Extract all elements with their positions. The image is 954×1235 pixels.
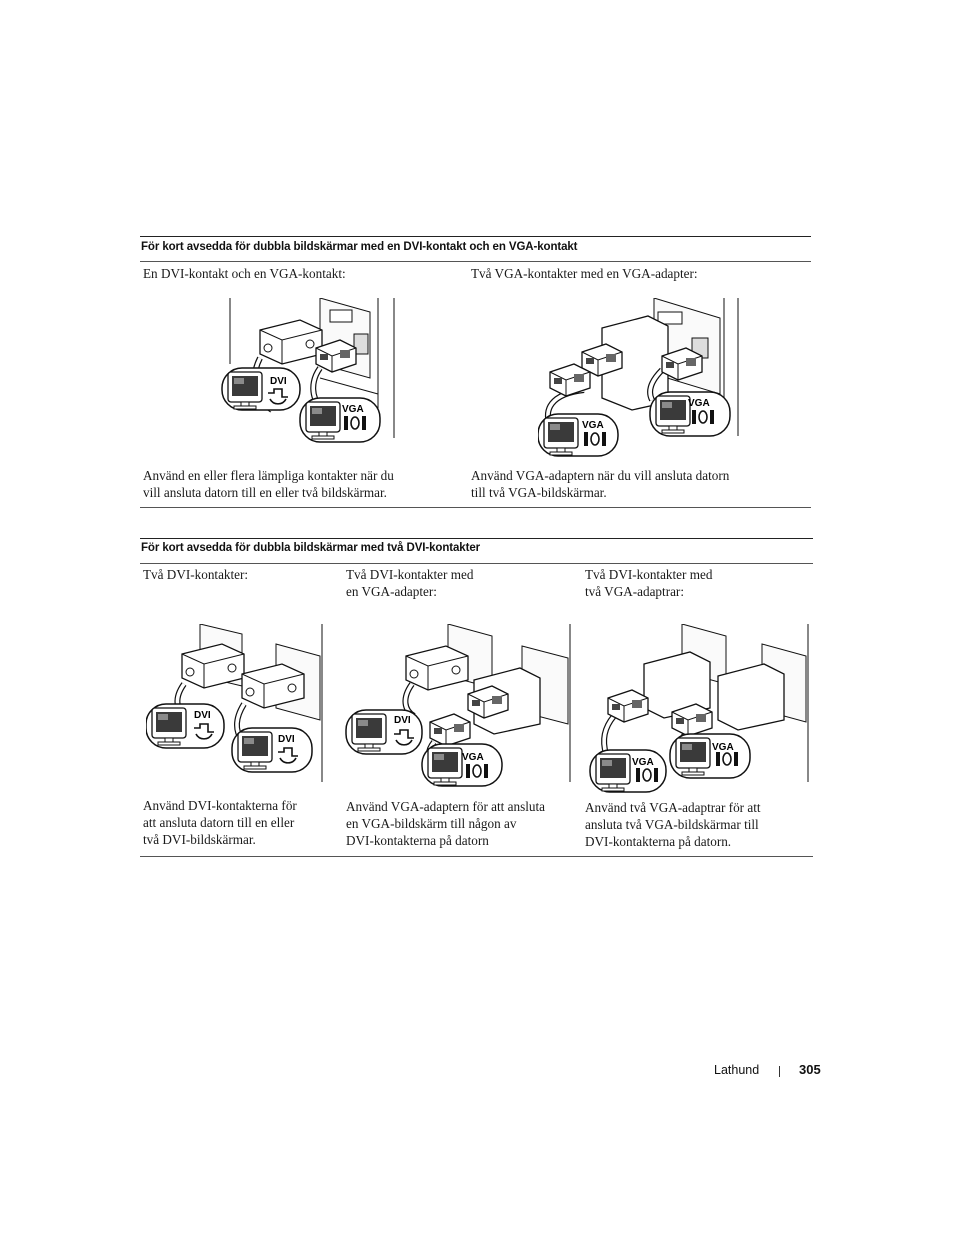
badge-label-dvi: DVI bbox=[394, 715, 411, 726]
section1-col1-heading: En DVI-kontakt och en VGA-kontakt: bbox=[143, 266, 346, 281]
section1-col2-heading: Två VGA-kontakter med en VGA-adapter: bbox=[471, 266, 698, 281]
section1-title: För kort avsedda för dubbla bildskärmar med en DVI-kontakt och en VGA-kontakt bbox=[141, 241, 578, 253]
section2-col1-caption: Använd DVI-kontakterna för att ansluta datorn till en eller två DVI-bildskärmar. bbox=[143, 798, 297, 847]
section2-col3-heading: Två DVI-kontakter med två VGA-adaptrar: bbox=[585, 567, 713, 599]
badge-label-vga: VGA bbox=[712, 742, 734, 753]
section2-header-rule bbox=[140, 563, 813, 564]
section1-col2-caption: Använd VGA-adaptern när du vill ansluta datorn till två VGA-bildskärmar. bbox=[471, 468, 730, 500]
page-number: 305 bbox=[799, 1062, 821, 1077]
section1-header-rule bbox=[140, 261, 811, 262]
section2-col1-heading: Två DVI-kontakter: bbox=[143, 567, 249, 582]
section2-title: För kort avsedda för dubbla bildskärmar med två DVI-kontakter bbox=[141, 542, 480, 554]
section2-col2-heading: Två DVI-kontakter med en VGA-adapter: bbox=[346, 567, 474, 599]
badge-label-vga: VGA bbox=[688, 398, 710, 409]
section2-col2-caption: Använd VGA-adaptern för att ansluta en VGA-bildskärm till någon av DVI-kontakterna på datorn bbox=[346, 799, 545, 848]
badge-label-dvi: DVI bbox=[270, 376, 287, 387]
badge-label-dvi: DVI bbox=[194, 710, 211, 721]
section1-top-rule bbox=[140, 236, 811, 237]
badge-label-dvi: DVI bbox=[278, 734, 295, 745]
badge-label-vga: VGA bbox=[462, 752, 484, 763]
section1-col1-caption: Använd en eller flera lämpliga kontakter när du vill ansluta datorn till en eller två bildskärmar. bbox=[143, 468, 394, 500]
badge-label-vga: VGA bbox=[582, 420, 604, 431]
section2-bottom-rule bbox=[140, 856, 813, 857]
figure-two-dvi-two-vga-adapters bbox=[586, 624, 812, 796]
badge-label-vga: VGA bbox=[632, 757, 654, 768]
badge-label-vga: VGA bbox=[342, 404, 364, 415]
footer-separator bbox=[779, 1066, 780, 1077]
figure-two-dvi-connectors bbox=[146, 624, 326, 784]
figure-two-dvi-vga-adapter bbox=[344, 624, 574, 790]
section2-top-rule bbox=[140, 538, 813, 539]
section2-col3-caption: Använd två VGA-adaptrar för att ansluta två VGA-bildskärmar till DVI-kontakterna på datorn. bbox=[585, 800, 761, 849]
figure-two-vga-adapter bbox=[538, 298, 742, 460]
figure-dvi-vga-connectors bbox=[220, 298, 400, 446]
footer-section-label: Lathund bbox=[714, 1063, 760, 1077]
section1-bottom-rule bbox=[140, 507, 811, 508]
